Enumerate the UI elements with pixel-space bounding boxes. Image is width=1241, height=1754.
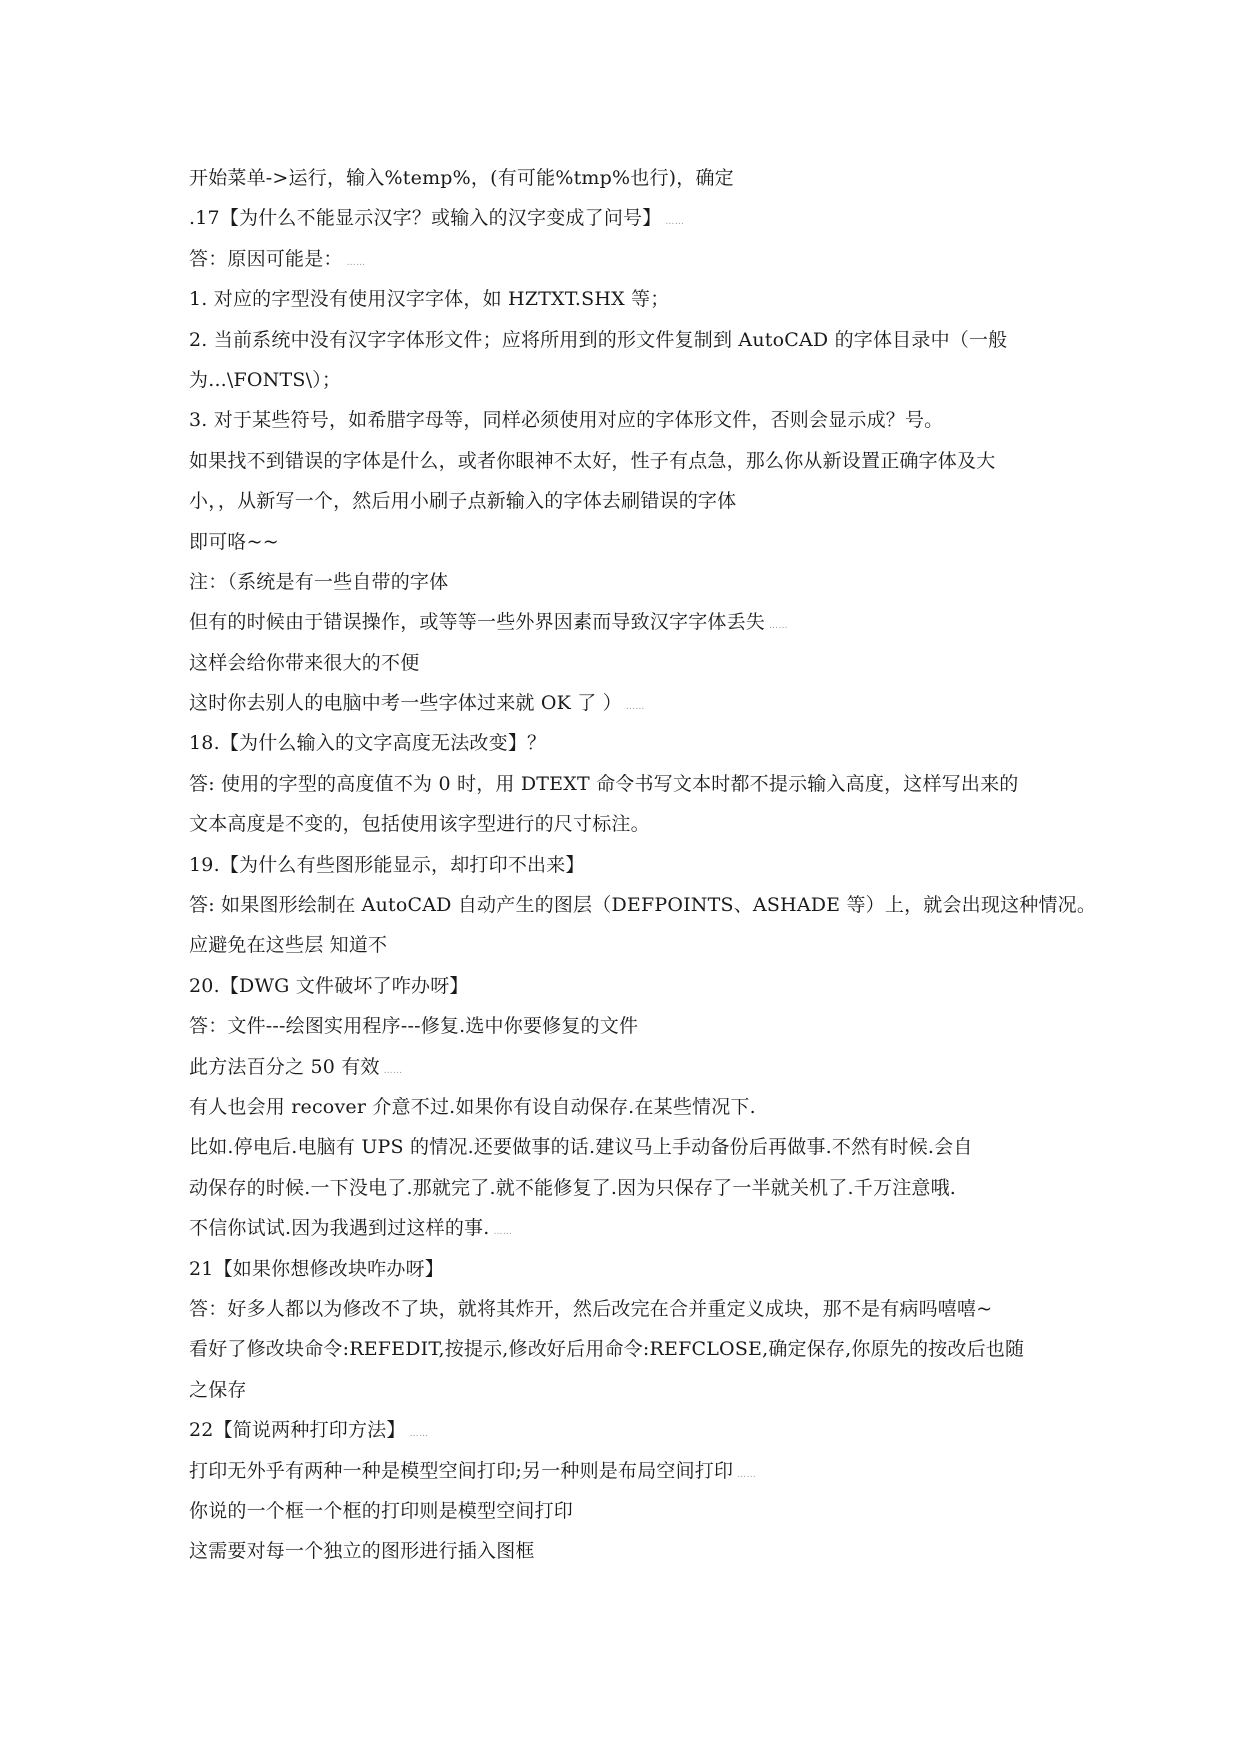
- heading-line: [189, 1249, 1069, 1289]
- line-text: 比如.停电后.电脑有 UPS 的情况.还要做事的话.建议马上手动备份后再做事.不然有时候.会自: [189, 1136, 973, 1159]
- text-line: [189, 1491, 1069, 1531]
- line-text: 这样会给你带来很大的不便: [189, 651, 420, 674]
- note-line: [189, 562, 1069, 602]
- line-text: 你说的一个框一个框的打印则是模型空间打印: [189, 1499, 574, 1522]
- line-text: 不信你试试.因为我遇到过这样的事.: [189, 1217, 490, 1240]
- line-text: 有人也会用 recover 介意不过.如果你有设自动保存.在某些情况下.: [189, 1095, 756, 1118]
- text-line: [189, 522, 1069, 562]
- line-text: 动保存的时候.一下没电了.那就完了.就不能修复了.因为只保存了一半就关机了.千万注意哦.: [189, 1176, 957, 1199]
- line-text: 小，，从新写一个，然后用小刷子点新输入的字体去刷错误的字体: [189, 490, 737, 513]
- text-line: [189, 643, 1069, 683]
- line-text: 答：原因可能是：: [189, 247, 343, 270]
- text-line: [189, 1289, 1069, 1329]
- line-text: 即可咯~~: [189, 530, 279, 553]
- text-line: [189, 441, 1069, 481]
- line-text: 打印无外乎有两种一种是模型空间打印;另一种则是布局空间打印: [189, 1459, 734, 1482]
- line-text: 22【简说两种打印方法】: [189, 1419, 406, 1442]
- line-text: 为...\FONTS\）；: [189, 368, 342, 391]
- heading-line: [189, 723, 1069, 763]
- trailing-dots: ……: [769, 621, 789, 632]
- line-text: 18.【为什么输入的文字高度无法改变】？: [189, 732, 547, 755]
- text-line: [189, 1087, 1069, 1127]
- trailing-dots: ……: [409, 1429, 429, 1440]
- line-text: 19.【为什么有些图形能显示，却打印不出来】: [189, 853, 585, 876]
- text-line: [189, 1329, 1069, 1369]
- text-line: [189, 239, 1069, 279]
- line-text: 如果找不到错误的字体是什么，或者你眼神不太好，性子有点急，那么你从新设置正确字体及大: [189, 449, 996, 472]
- text-line: [189, 1006, 1069, 1046]
- trailing-dots: ……: [493, 1227, 513, 1238]
- document-page: [189, 158, 1097, 1572]
- text-line: [189, 885, 1097, 925]
- text-line: [189, 925, 1069, 965]
- trailing-dots: ……: [346, 257, 366, 268]
- line-text: 此方法百分之 50 有效: [189, 1055, 380, 1078]
- text-line: [189, 1208, 1069, 1248]
- line-text: 之保存: [189, 1378, 247, 1401]
- text-line: [189, 764, 1069, 804]
- list-item: [189, 279, 1069, 319]
- trailing-dots: ……: [383, 1065, 403, 1076]
- line-text: 3. 对于某些符号，如希腊字母等，同样必须使用对应的字体形文件，否则会显示成？号。: [189, 409, 944, 432]
- heading-line: [189, 845, 1069, 885]
- line-text: 答：文件---绘图实用程序---修复.选中你要修复的文件: [189, 1015, 639, 1038]
- list-item: [189, 320, 1069, 360]
- heading-line: [189, 198, 1069, 238]
- line-text: 答: 如果图形绘制在 AutoCAD 自动产生的图层（DEFPOINTS、ASHADE 等）上，就会出现这种情况。: [189, 894, 1097, 917]
- text-line: [189, 1168, 1069, 1208]
- text-line: [189, 602, 1069, 642]
- line-text: 开始菜单->运行，输入%temp%，(有可能%tmp%也行)，确定: [189, 167, 734, 189]
- line-text: 20.【DWG 文件破坏了咋办呀】: [189, 974, 469, 997]
- trailing-dots: ……: [737, 1469, 757, 1480]
- heading-line: [189, 966, 1069, 1006]
- line-text: 看好了修改块命令:REFEDIT,按提示,修改好后用命令:REFCLOSE,确定保存,你原先的按改后也随: [189, 1338, 1025, 1361]
- line-text: 21【如果你想修改块咋办呀】: [189, 1257, 444, 1280]
- line-text: 答: 使用的字型的高度值不为 0 时，用 DTEXT 命令书写文本时都不提示输入高度，这样写出来的: [189, 772, 1019, 795]
- line-text: 1. 对应的字型没有使用汉字字体，如 HZTXT.SHX 等；: [189, 288, 670, 311]
- line-text: 注：（系统是有一些自带的字体: [189, 570, 449, 593]
- line-text: 答：好多人都以为修改不了块，就将其炸开，然后改完在合并重定义成块，那不是有病吗嘻嘻~: [189, 1297, 993, 1320]
- text-line: [189, 1047, 1069, 1087]
- line-text: 这需要对每一个独立的图形进行插入图框: [189, 1540, 535, 1563]
- text-line: [189, 1531, 1069, 1571]
- trailing-dots: ……: [625, 702, 645, 713]
- line-text: 2. 当前系统中没有汉字字体形文件；应将所用到的形文件复制到 AutoCAD 的字体目录中（一般: [189, 328, 1008, 351]
- line-text: .17【为什么不能显示汉字？或输入的汉字变成了问号】: [189, 207, 662, 230]
- list-item: [189, 400, 1069, 440]
- text-line: [189, 158, 1069, 198]
- line-text: 但有的时候由于错误操作，或等等一些外界因素而导致汉字字体丢失: [189, 611, 766, 634]
- line-text: 这时你去别人的电脑中考一些字体过来就 OK 了 ）: [189, 692, 622, 715]
- text-line: [189, 1451, 1069, 1491]
- text-line: [189, 804, 1069, 844]
- text-line: [189, 481, 1069, 521]
- text-line: [189, 683, 1069, 723]
- text-line: [189, 360, 1069, 400]
- line-text: 文本高度是不变的，包括使用该字型进行的尺寸标注。: [189, 813, 650, 836]
- heading-line: [189, 1410, 1069, 1450]
- trailing-dots: ……: [665, 217, 685, 228]
- text-line: [189, 1370, 1069, 1410]
- text-line: [189, 1127, 1069, 1167]
- line-text: 应避免在这些层 知道不: [189, 934, 388, 957]
